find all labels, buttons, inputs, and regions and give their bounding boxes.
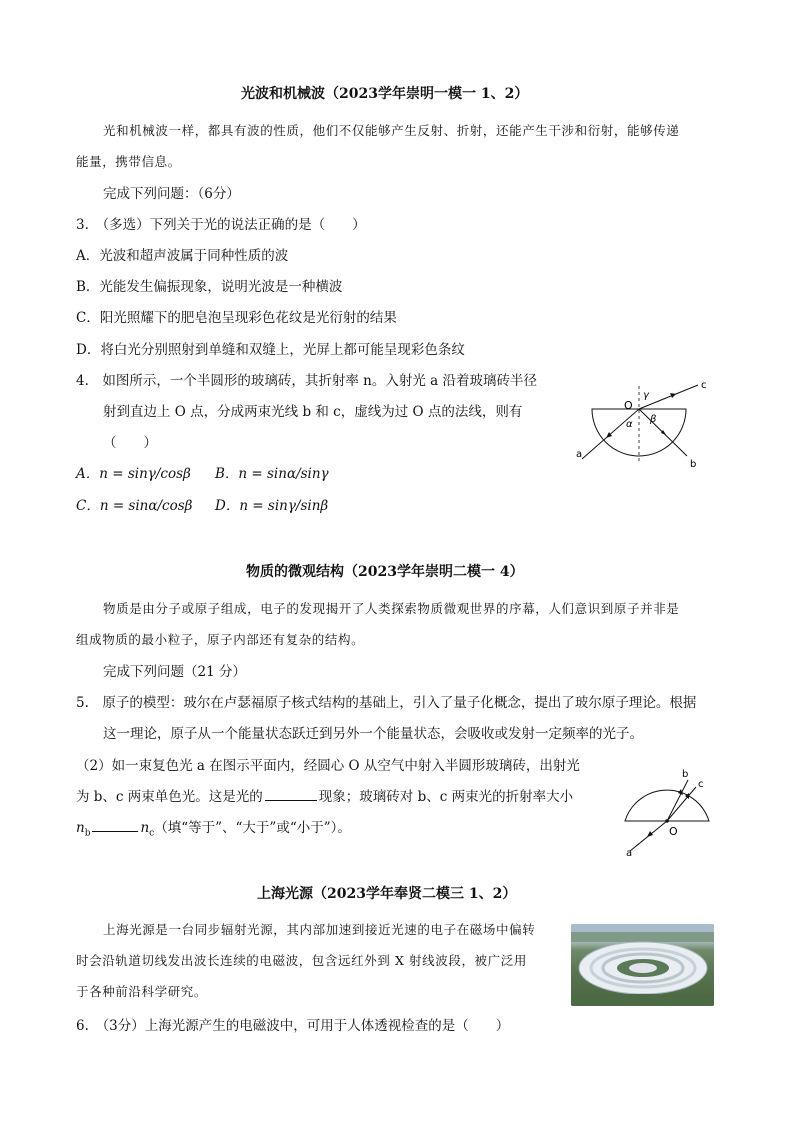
q4-option-b: B．n = sinα/sinγ <box>215 466 329 482</box>
q3-option-c: C．阳光照耀下的肥皂泡呈现彩色花纹是光衍射的结果 <box>76 310 397 326</box>
q4-option-a: A．n = sinγ/cosβ <box>76 466 191 482</box>
q5-part2-text-c: （填“等于”、“大于”或“小于”）。 <box>154 820 351 836</box>
center-point <box>665 819 669 823</box>
foreground-greenery <box>571 994 714 1006</box>
ray-a-label: a <box>576 449 583 460</box>
q5-part2-line1: （2）如一束复色光 a 在图示平面内，经圆心 O 从空气中射入半圆形玻璃砖，出射光 <box>76 758 580 774</box>
angle-gamma-label: γ <box>643 390 649 401</box>
point-o-label: O <box>669 825 678 838</box>
distant-trees <box>571 932 714 942</box>
ray-c-label: c <box>698 779 704 790</box>
section-title-micro-structure: 物质的微观结构（2023学年崇明二模一 4） <box>246 564 524 580</box>
section3-intro-line3: 于各种前沿科学研究。 <box>76 984 208 999</box>
q3-stem: 3. （多选）下列关于光的说法正确的是（ ） <box>76 217 366 233</box>
section2-task: 完成下列问题（21 分） <box>103 664 246 680</box>
photo-illustration <box>571 924 714 1006</box>
central-building <box>629 963 657 973</box>
section-title-shanghai-light-source: 上海光源（2023学年奉贤二模三 1、2） <box>257 886 517 902</box>
q5-part2-line3 <box>76 816 351 839</box>
q4-stem-line1: 4. 如图所示，一个半圆形的玻璃砖，其折射率 n。入射光 a 沿着玻璃砖半径 <box>76 373 537 389</box>
q5-semicircle-figure <box>620 765 720 860</box>
n-c-subscript: c <box>149 828 155 839</box>
ray-a-label: a <box>626 848 633 859</box>
ray-b-label: b <box>682 769 689 780</box>
q6-stem: 6. （3分）上海光源产生的电磁波中，可用于人体透视检查的是（ ） <box>76 1018 510 1034</box>
q4-stem-line3: （ ） <box>103 435 157 451</box>
semicircle-glass-outline <box>625 790 709 821</box>
q5-part2-line2 <box>76 785 573 805</box>
angle-beta-label: β <box>650 414 657 425</box>
phenomenon-answer-blank[interactable] <box>265 787 317 801</box>
ray-c-label: c <box>701 380 707 391</box>
section1-task: 完成下列问题：（6分） <box>103 186 240 202</box>
q5-stem-line1: 5. 原子的模型：玻尔在卢瑟福原子核式结构的基础上，引入了量子化概念，提出了玻尔原子理论。根据 <box>76 695 697 711</box>
ray-a-arrow <box>647 831 653 837</box>
point-o-label: O <box>624 399 633 412</box>
q4-semicircle-figure <box>570 372 710 472</box>
q3-option-a: A．光波和超声波属于同种性质的波 <box>76 248 289 264</box>
section2-intro-line1: 物质是由分子或原子组成，电子的发现揭开了人类探索物质微观世界的序幕，人们意识到原子并非是 <box>103 601 680 616</box>
shanghai-light-source-photo <box>571 924 714 1006</box>
section1-intro-line2: 能量，携带信息。 <box>76 154 181 169</box>
q5-stem-line2: 这一理论，原子从一个能量状态跃迁到另外一个能量状态，会吸收或发射一定频率的光子。 <box>103 726 643 742</box>
n-b-subscript: b <box>84 828 91 839</box>
q3-option-d: D．将白光分别照射到单缝和双缝上，光屏上都可能呈现彩色条纹 <box>76 342 465 358</box>
section2-intro-line2: 组成物质的最小粒子，原子内部还有复杂的结构。 <box>76 632 365 647</box>
section3-intro-line1: 上海光源是一台同步辐射光源，其内部加速到接近光速的电子在磁场中偏转 <box>103 922 536 937</box>
comparison-answer-blank[interactable] <box>92 818 138 832</box>
ray-b-label: b <box>690 459 697 470</box>
section-title-light-waves: 光波和机械波（2023学年崇明一模一 1、2） <box>241 86 529 102</box>
n-b-symbol: n <box>76 820 85 836</box>
q5-part2-text-a: 为 b、c 两束单色光。这是光的 <box>76 789 263 805</box>
angle-alpha-label: α <box>626 419 633 430</box>
section1-intro-line1: 光和机械波一样，都具有波的性质，他们不仅能够产生反射、折射，还能产生干涉和衍射，能够传递 <box>103 123 680 138</box>
q3-option-b: B．光能发生偏振现象，说明光波是一种横波 <box>76 279 343 295</box>
n-c-symbol: n <box>140 820 150 836</box>
q4-option-d: D．n = sinγ/sinβ <box>215 498 329 514</box>
q4-option-c: C．n = sinα/cosβ <box>76 498 193 514</box>
section3-intro-line2: 时会沿轨道切线发出波长连续的电磁波，包含远红外到 X 射线波段，被广泛用 <box>76 953 527 968</box>
q5-part2-text-b: 现象；玻璃砖对 b、c 两束光的折射率大小 <box>318 789 574 805</box>
q4-stem-line2: 射到直边上 O 点，分成两束光线 b 和 c，虚线为过 O 点的法线，则有 <box>103 404 523 420</box>
